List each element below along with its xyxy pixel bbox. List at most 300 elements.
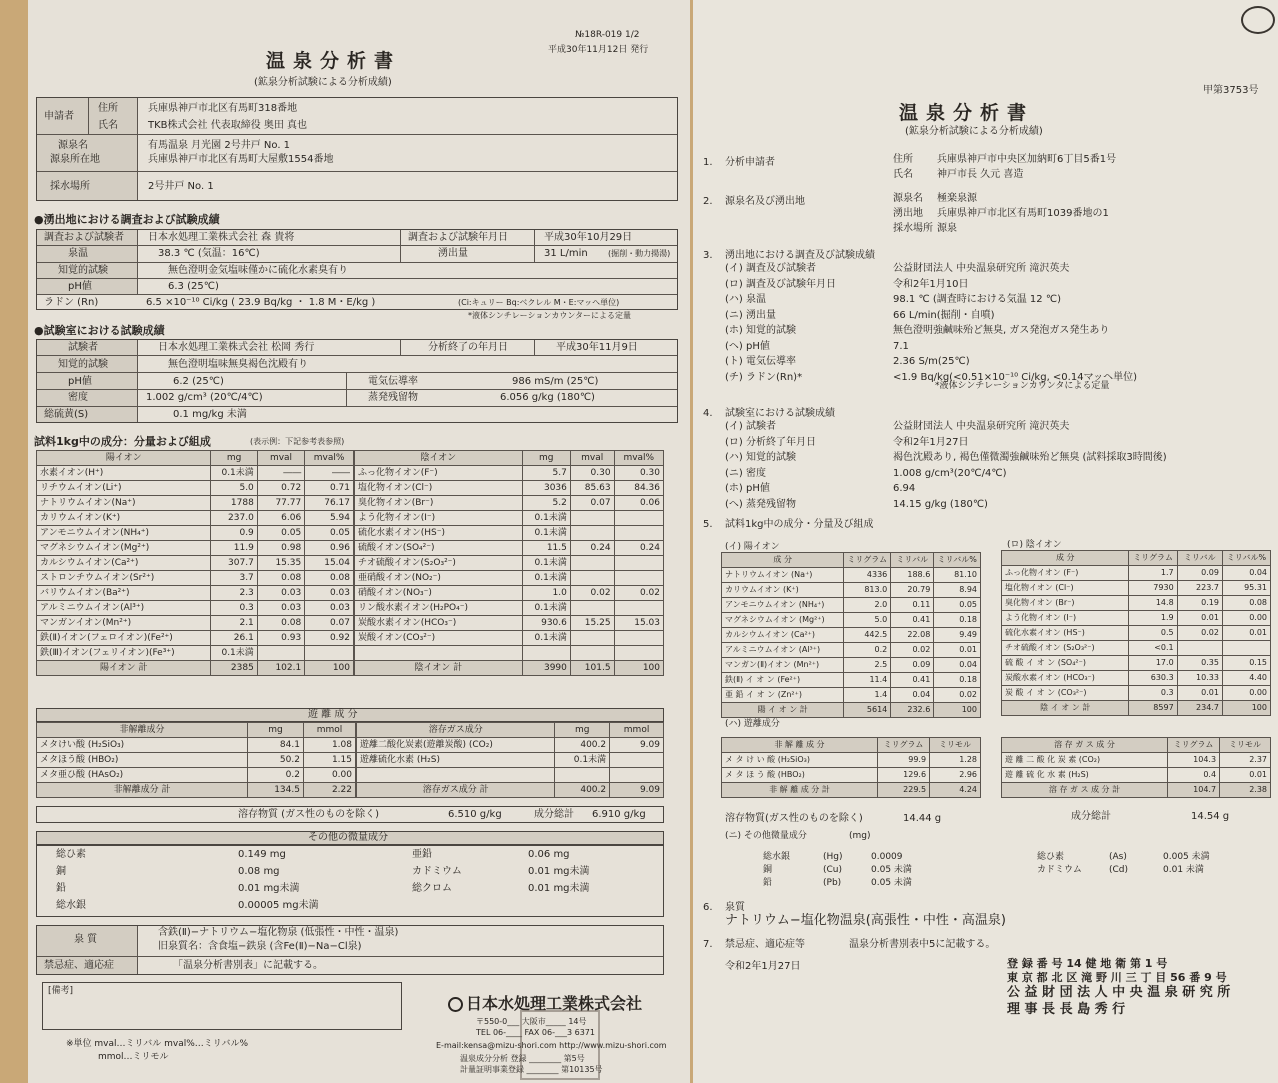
cell: 9.49	[934, 628, 981, 643]
col-header: 成 分	[722, 553, 844, 568]
table-row	[722, 598, 981, 613]
cell: メ タ ほ う 酸 (HBO₂)	[722, 768, 878, 783]
field-sense-label: 知覚的試験	[58, 265, 108, 276]
table-row	[355, 616, 664, 631]
right-sampling: 源泉	[937, 223, 957, 234]
cell: 非 解 離 成 分 計	[722, 783, 878, 798]
cell: 1788	[211, 496, 257, 511]
cell: よう化物イオン (I⁻)	[1002, 611, 1129, 626]
cell: 20.79	[891, 583, 934, 598]
col-header: ミリモル	[1220, 738, 1271, 753]
right-source-label: 源泉名	[893, 193, 923, 204]
right-location: 兵庫県神戸市北区有馬町1039番地の1	[937, 208, 1109, 219]
right-total: 14.54 g	[1191, 811, 1230, 822]
cell	[614, 556, 663, 571]
trace-cell: 0.06 mg	[528, 849, 570, 860]
col-header: mg	[211, 451, 257, 466]
col-header: mg	[522, 451, 570, 466]
right-gas-table	[1001, 737, 1271, 798]
table-row	[37, 783, 356, 798]
contraindication-label: 禁忌症、適応症	[44, 960, 114, 971]
right-address-label: 住所	[893, 154, 913, 165]
cell: 臭化物イオン(Br⁻)	[355, 496, 523, 511]
table-row	[355, 526, 664, 541]
tester-label: 試験者	[68, 342, 98, 353]
cell: 237.0	[211, 511, 257, 526]
table-row	[722, 768, 981, 783]
cell	[614, 511, 663, 526]
col-header: ミリバル%	[934, 553, 981, 568]
table-row	[1002, 671, 1271, 686]
undissociated-table	[36, 722, 356, 798]
cell: 溶 存 ガ ス 成 分 計	[1002, 783, 1168, 798]
table-row	[355, 631, 664, 646]
trace-cell: 0.05 未満	[871, 865, 912, 875]
cell: 5.94	[305, 511, 354, 526]
cell: 2.3	[211, 586, 257, 601]
table-row	[722, 583, 981, 598]
anion-table	[354, 450, 664, 676]
trace-cell: 総ひ素	[56, 849, 86, 860]
table-row	[357, 768, 664, 783]
trace-cell: 0.00005 mg未満	[238, 900, 319, 911]
density: 1.002 g/cm³ (20℃/4℃)	[146, 392, 263, 403]
cell: アンモニウムイオン(NH₄⁺)	[37, 526, 211, 541]
table-row	[722, 753, 981, 768]
section-row-label: (ロ) 分析終了年月日	[725, 436, 816, 448]
free-components-title: 遊 離 成 分	[308, 709, 358, 720]
cell: 100	[305, 661, 354, 676]
cell: 0.15	[1222, 656, 1270, 671]
cell: 臭化物イオン (Br⁻)	[1002, 596, 1129, 611]
section-row-value: <1.9 Bq/kg(<0.51×10⁻¹⁰ Ci/kg, <0.14マッヘ単位)	[893, 371, 1138, 383]
cell: 0.08	[1222, 596, 1270, 611]
section-row-label: (イ) 試験者	[725, 421, 776, 432]
cell: 0.00	[1222, 611, 1270, 626]
org-address: 東 京 都 北 区 滝 野 川 三 丁 目 56 番 9 号	[1007, 971, 1227, 984]
cell: 15.25	[570, 616, 614, 631]
cell: アンモニウムイオン (NH₄⁺)	[722, 598, 844, 613]
company-seal	[520, 1010, 600, 1080]
trace-cell: 総水銀	[56, 900, 86, 911]
cell: 0.01	[1177, 611, 1222, 626]
section-6-number: 6.	[703, 902, 713, 913]
trace-cell: (Hg)	[823, 852, 843, 862]
trace-cell: 0.01 mg未満	[238, 883, 300, 894]
table-row	[1002, 581, 1271, 596]
trace-cell: 鉛	[763, 878, 773, 888]
trace-cell: 0.149 mg	[238, 849, 286, 860]
field-ph-label: pH値	[68, 281, 92, 292]
cell	[1222, 641, 1270, 656]
section-row-value: 2.36 S/m(25℃)	[893, 356, 970, 367]
table-row	[1002, 783, 1271, 798]
cell: 水素イオン(H⁺)	[37, 466, 211, 481]
cell: 2.96	[930, 768, 981, 783]
section-row-label: (ニ) 湧出量	[725, 309, 776, 321]
trace-cell: (As)	[1109, 852, 1127, 862]
trace-cell: 0.01 未満	[1163, 865, 1204, 875]
lab-ph-label: pH値	[68, 376, 92, 387]
sampling-place: 2号井戸 No. 1	[148, 181, 214, 192]
cell: 硝酸イオン(NO₃⁻)	[355, 586, 523, 601]
section-row-label: (ロ) 調査及び試験年月日	[725, 278, 836, 290]
section-row-value: 無色澄明強鹹味殆ど無臭, ガス発泡ガス発生あり	[893, 325, 1110, 336]
dissolved-label: 溶存物質 (ガス性のものを除く)	[238, 809, 379, 820]
cell: 4.40	[1222, 671, 1270, 686]
table-row	[357, 738, 664, 753]
cell: カリウムイオン (K⁺)	[722, 583, 844, 598]
cell: 229.5	[877, 783, 929, 798]
section-row-value: 公益財団法人 中央温泉研究所 滝沢英夫	[893, 263, 1070, 274]
company-name: 日本水処理工業株式会社	[448, 996, 642, 1012]
cell: 0.03	[305, 601, 354, 616]
section-row-value: 66 L/min(掘削・自噴)	[893, 309, 995, 321]
col-header: 溶存ガス成分	[357, 723, 555, 738]
cell	[570, 511, 614, 526]
table-row	[357, 753, 664, 768]
cell: 104.7	[1167, 783, 1219, 798]
cell	[570, 631, 614, 646]
cell: 11.4	[844, 673, 891, 688]
trace-cell: (Pb)	[823, 878, 842, 888]
flow: 31 L/min	[544, 248, 588, 259]
cell: 0.5	[1129, 626, 1177, 641]
table-row	[1002, 701, 1271, 716]
cell: ふっ化物イオン(F⁻)	[355, 466, 523, 481]
total-sulfur: 0.1 mg/kg 未満	[173, 409, 247, 420]
cell: 77.77	[257, 496, 304, 511]
cell: ナトリウムイオン (Na⁺)	[722, 568, 844, 583]
cell: 陽イオン 計	[37, 661, 211, 676]
section-row-value: 令和2年1月10日	[893, 278, 969, 290]
cell: 遊離硫化水素 (H₂S)	[357, 753, 555, 768]
cell: 26.1	[211, 631, 257, 646]
table-row	[722, 643, 981, 658]
cell: 0.11	[891, 598, 934, 613]
applicant-label: 申請者	[44, 111, 74, 122]
cell: アルミニウムイオン (Al³⁺)	[722, 643, 844, 658]
org-chief: 理 事 長 長 島 秀 行	[1007, 1002, 1126, 1017]
table-row	[1002, 596, 1271, 611]
cell: 2385	[211, 661, 257, 676]
cell	[614, 601, 663, 616]
cell: 813.0	[844, 583, 891, 598]
cell: 0.06	[614, 496, 663, 511]
cell: <0.1	[1129, 641, 1177, 656]
col-header: ミリバル	[891, 553, 934, 568]
cell: 99.9	[877, 753, 929, 768]
cell: ――	[305, 466, 354, 481]
table-row	[722, 703, 981, 718]
section-6-label: 泉質	[725, 902, 745, 913]
cell: カルシウムイオン(Ca²⁺)	[37, 556, 211, 571]
cell: 1.28	[930, 753, 981, 768]
source-name-label: 源泉名	[58, 140, 88, 151]
cell	[614, 571, 663, 586]
cell: 0.1未満	[522, 571, 570, 586]
section-row-label: (チ) ラドン(Rn)*	[725, 371, 803, 383]
address-label: 住所	[98, 103, 118, 114]
right-source: 極楽泉源	[937, 193, 977, 204]
section-row-value: 14.15 g/kg (180℃)	[893, 498, 988, 510]
cell: アルミニウムイオン(Al³⁺)	[37, 601, 211, 616]
applicant-name: TKB株式会社 代表取締役 奥田 真也	[148, 120, 308, 131]
cell: リチウムイオン(Li⁺)	[37, 481, 211, 496]
cell: 炭酸水素イオン(HCO₃⁻)	[355, 616, 523, 631]
cell	[570, 556, 614, 571]
cell	[610, 753, 664, 768]
cell: 8597	[1129, 701, 1177, 716]
right-sampling-label: 採水場所	[893, 223, 933, 234]
unit-note-1: ※単位 mval…ミリバル mval%…ミリバル%	[66, 1039, 249, 1049]
cell: 2.0	[844, 598, 891, 613]
emblem-icon	[1241, 6, 1275, 34]
cell: メタほう酸 (HBO₂)	[37, 753, 248, 768]
cell: ――	[257, 466, 304, 481]
cell: 0.1未満	[211, 466, 257, 481]
right-dissolved: 14.44 g	[903, 813, 942, 824]
analysis-end-label: 分析終了の年月日	[428, 342, 508, 353]
cell: リン酸水素イオン(H₂PO₄⁻)	[355, 601, 523, 616]
cell: 400.2	[555, 738, 610, 753]
right-doc-number: 甲第3753号	[1203, 85, 1259, 96]
trace-title: その他の微量成分	[308, 832, 388, 843]
table-row	[37, 646, 354, 661]
cell	[570, 526, 614, 541]
cell: 4336	[844, 568, 891, 583]
page-title: 温泉分析書	[266, 50, 402, 72]
flow-note: (掘削・動力揚湯)	[608, 249, 671, 258]
trace-cell: 総ひ素	[1037, 852, 1065, 862]
section-7-number: 7.	[703, 939, 713, 950]
cell: 0.01	[1222, 626, 1270, 641]
applicant-address: 兵庫県神戸市北区有馬町318番地	[148, 103, 298, 114]
total-sulfur-label: 総硫黄(S)	[44, 409, 89, 420]
cell: 0.72	[257, 481, 304, 496]
col-header: mval	[570, 451, 614, 466]
cell: マグネシウムイオン (Mg²⁺)	[722, 613, 844, 628]
col-header: 陰イオン	[355, 451, 523, 466]
cell: 鉄(Ⅱ) イ オ ン (Fe²⁺)	[722, 673, 844, 688]
cell: 塩化物イオン (Cl⁻)	[1002, 581, 1129, 596]
analysis-end: 平成30年11月9日	[556, 342, 638, 353]
cell: 76.17	[305, 496, 354, 511]
cell: 0.92	[305, 631, 354, 646]
survey-date-label: 調査および試験年月日	[408, 232, 508, 243]
trace-cell: 0.005 未満	[1163, 852, 1210, 862]
cell: 0.02	[934, 688, 981, 703]
section-4-label: 試験室における試験成績	[725, 408, 835, 419]
dissolved-value: 6.510 g/kg	[448, 809, 502, 820]
cell: 非解離成分 計	[37, 783, 248, 798]
cell: 0.05	[934, 598, 981, 613]
cell: 0.96	[305, 541, 354, 556]
cell: 炭酸イオン(CO₃²⁻)	[355, 631, 523, 646]
cell: 5614	[844, 703, 891, 718]
cell: 塩化物イオン(Cl⁻)	[355, 481, 523, 496]
cell: 0.04	[891, 688, 934, 703]
table-row	[355, 496, 664, 511]
cell: 5.7	[522, 466, 570, 481]
col-header: ミリグラム	[844, 553, 891, 568]
doc-number: №18R-019 1/2	[575, 30, 640, 40]
cell: 0.08	[257, 571, 304, 586]
cell: マンガン(Ⅱ)イオン (Mn²⁺)	[722, 658, 844, 673]
cell: 5.0	[211, 481, 257, 496]
radon-note: *液体シンチレーションカウンターによる定量	[468, 311, 631, 320]
cell: 0.04	[1222, 566, 1270, 581]
cell: 0.2	[844, 643, 891, 658]
trace-cell: 0.01 mg未満	[528, 866, 590, 877]
section-row-value: 1.008 g/cm³(20℃/4℃)	[893, 467, 1007, 479]
cell	[570, 571, 614, 586]
cell	[614, 526, 663, 541]
right-undissociated-table	[721, 737, 981, 798]
radon-value: 6.5 ×10⁻¹⁰ Ci/kg ( 23.9 Bq/kg ・ 1.8 M・E/kg )	[146, 297, 376, 308]
table-row	[722, 688, 981, 703]
right-address: 兵庫県神戸市中央区加納町6丁目5番1号	[937, 154, 1117, 165]
cell: 0.41	[891, 613, 934, 628]
section-row-label: (ハ) 知覚的試験	[725, 452, 796, 463]
cell: 0.07	[305, 616, 354, 631]
quality-line-2: 旧泉質名：含食塩−鉄泉 (含Fe(Ⅱ)−Na−Cl泉)	[158, 941, 362, 952]
table-row	[37, 661, 354, 676]
col-header: mval%	[614, 451, 663, 466]
col-header: mmol	[610, 723, 664, 738]
section-row-label: (ニ) 密度	[725, 467, 766, 479]
table-row	[37, 541, 354, 556]
cell: 1.15	[303, 753, 355, 768]
col-header: 陽イオン	[37, 451, 211, 466]
cell: 4.24	[930, 783, 981, 798]
remarks-label: [備考]	[48, 986, 74, 996]
cell: 炭 酸 イ オ ン (CO₃²⁻)	[1002, 686, 1129, 701]
cell: 17.0	[1129, 656, 1177, 671]
col-header: ミリグラム	[1129, 551, 1177, 566]
registration-1: 温泉成分分析 登録 ________ 第5号	[460, 1054, 585, 1063]
table-row	[355, 646, 664, 661]
trace-cell: 総クロム	[412, 883, 452, 894]
cell: 亜硝酸イオン(NO₂⁻)	[355, 571, 523, 586]
radon-label: ラドン (Rn)	[44, 297, 99, 308]
cell: 0.03	[257, 586, 304, 601]
cell: 0.05	[257, 526, 304, 541]
table-row	[37, 738, 356, 753]
field-survey-heading: ●湧出地における調査および試験成績	[34, 213, 220, 226]
cell	[570, 646, 614, 661]
cell: 104.3	[1167, 753, 1219, 768]
cell	[1177, 641, 1222, 656]
cell	[305, 646, 354, 661]
trace-cell: (Cd)	[1109, 865, 1129, 875]
right-total-label: 成分総計	[1071, 811, 1111, 822]
cell: 2.38	[1220, 783, 1271, 798]
trace-cell: 亜鉛	[412, 849, 432, 860]
section-7-value: 温泉分析書別表中5に記載する。	[849, 939, 996, 950]
cell: 100	[614, 661, 663, 676]
cell: 遊 離 硫 化 水 素 (H₂S)	[1002, 768, 1168, 783]
cell: 遊離二酸化炭素(遊離炭酸) (CO₂)	[357, 738, 555, 753]
section-7-label: 禁忌症、適応症等	[725, 939, 805, 950]
right-document	[693, 0, 1278, 1083]
table-row	[355, 481, 664, 496]
evaporation: 6.056 g/kg (180℃)	[500, 392, 595, 403]
table-row	[37, 526, 354, 541]
section-5-label: 試料1kg中の成分・分量及び組成	[725, 519, 874, 530]
col-header: 非解離成分	[37, 723, 248, 738]
cell: 0.04	[934, 658, 981, 673]
cell: マグネシウムイオン(Mg²⁺)	[37, 541, 211, 556]
right-trace-title: (ニ) その他微量成分	[725, 831, 807, 841]
section-row-label: (へ) 蒸発残留物	[725, 498, 796, 510]
cell: 442.5	[844, 628, 891, 643]
table-row	[1002, 753, 1271, 768]
company-logo-icon	[448, 997, 463, 1012]
table-row	[722, 673, 981, 688]
section-3-label: 湧出地における調査及び試験成績	[725, 250, 875, 261]
registration-2: 計量証明事業登録 ________ 第10135号	[460, 1065, 603, 1074]
cell: 0.93	[257, 631, 304, 646]
cell: 0.24	[570, 541, 614, 556]
lab-ph: 6.2 (25℃)	[173, 376, 224, 387]
trace-cell: 銅	[763, 865, 773, 875]
flow-label: 湧出量	[438, 248, 468, 259]
cell: 134.5	[248, 783, 304, 798]
company-phone: TEL 06-____ FAX 06-___3 6371	[476, 1028, 595, 1037]
table-row	[355, 466, 664, 481]
col-header: 非 解 離 成 分	[722, 738, 878, 753]
cell: 8.94	[934, 583, 981, 598]
cell: 102.1	[257, 661, 304, 676]
cell	[570, 601, 614, 616]
table-row	[722, 783, 981, 798]
composition-note: (表示例：下記参考表参照)	[250, 437, 345, 446]
cell: 0.01	[1177, 686, 1222, 701]
cell: 1.7	[1129, 566, 1177, 581]
cell: 232.6	[891, 703, 934, 718]
section-row-value: 公益財団法人 中央温泉研究所 滝沢英夫	[893, 421, 1070, 432]
cell: 0.00	[1222, 686, 1270, 701]
cell: 2.1	[211, 616, 257, 631]
cell: カルシウムイオン (Ca²⁺)	[722, 628, 844, 643]
cell: 0.01	[934, 643, 981, 658]
cell	[610, 768, 664, 783]
table-row	[355, 586, 664, 601]
cell: 9.09	[610, 783, 664, 798]
col-header: ミリバル%	[1222, 551, 1270, 566]
contraindication: 「温泉分析書別表」に記載する。	[173, 960, 323, 971]
cation-table	[36, 450, 354, 676]
right-anion-table	[1001, 550, 1271, 716]
cell: 15.04	[305, 556, 354, 571]
section-1-label: 分析申請者	[725, 157, 775, 168]
cell: 0.09	[1177, 566, 1222, 581]
cell: 0.02	[891, 643, 934, 658]
cell: 100	[934, 703, 981, 718]
total-value: 6.910 g/kg	[592, 809, 646, 820]
table-row	[1002, 611, 1271, 626]
right-cation-table	[721, 552, 981, 718]
col-header: ミリグラム	[1167, 738, 1219, 753]
trace-cell: 0.05 未満	[871, 878, 912, 888]
cell: 0.41	[891, 673, 934, 688]
cell: チオ硫酸イオン(S₂O₃²⁻)	[355, 556, 523, 571]
cell: よう化物イオン(I⁻)	[355, 511, 523, 526]
cell: 0.09	[891, 658, 934, 673]
col-header: ミリモル	[930, 738, 981, 753]
section-row-label: (ホ) 知覚的試験	[725, 325, 796, 336]
